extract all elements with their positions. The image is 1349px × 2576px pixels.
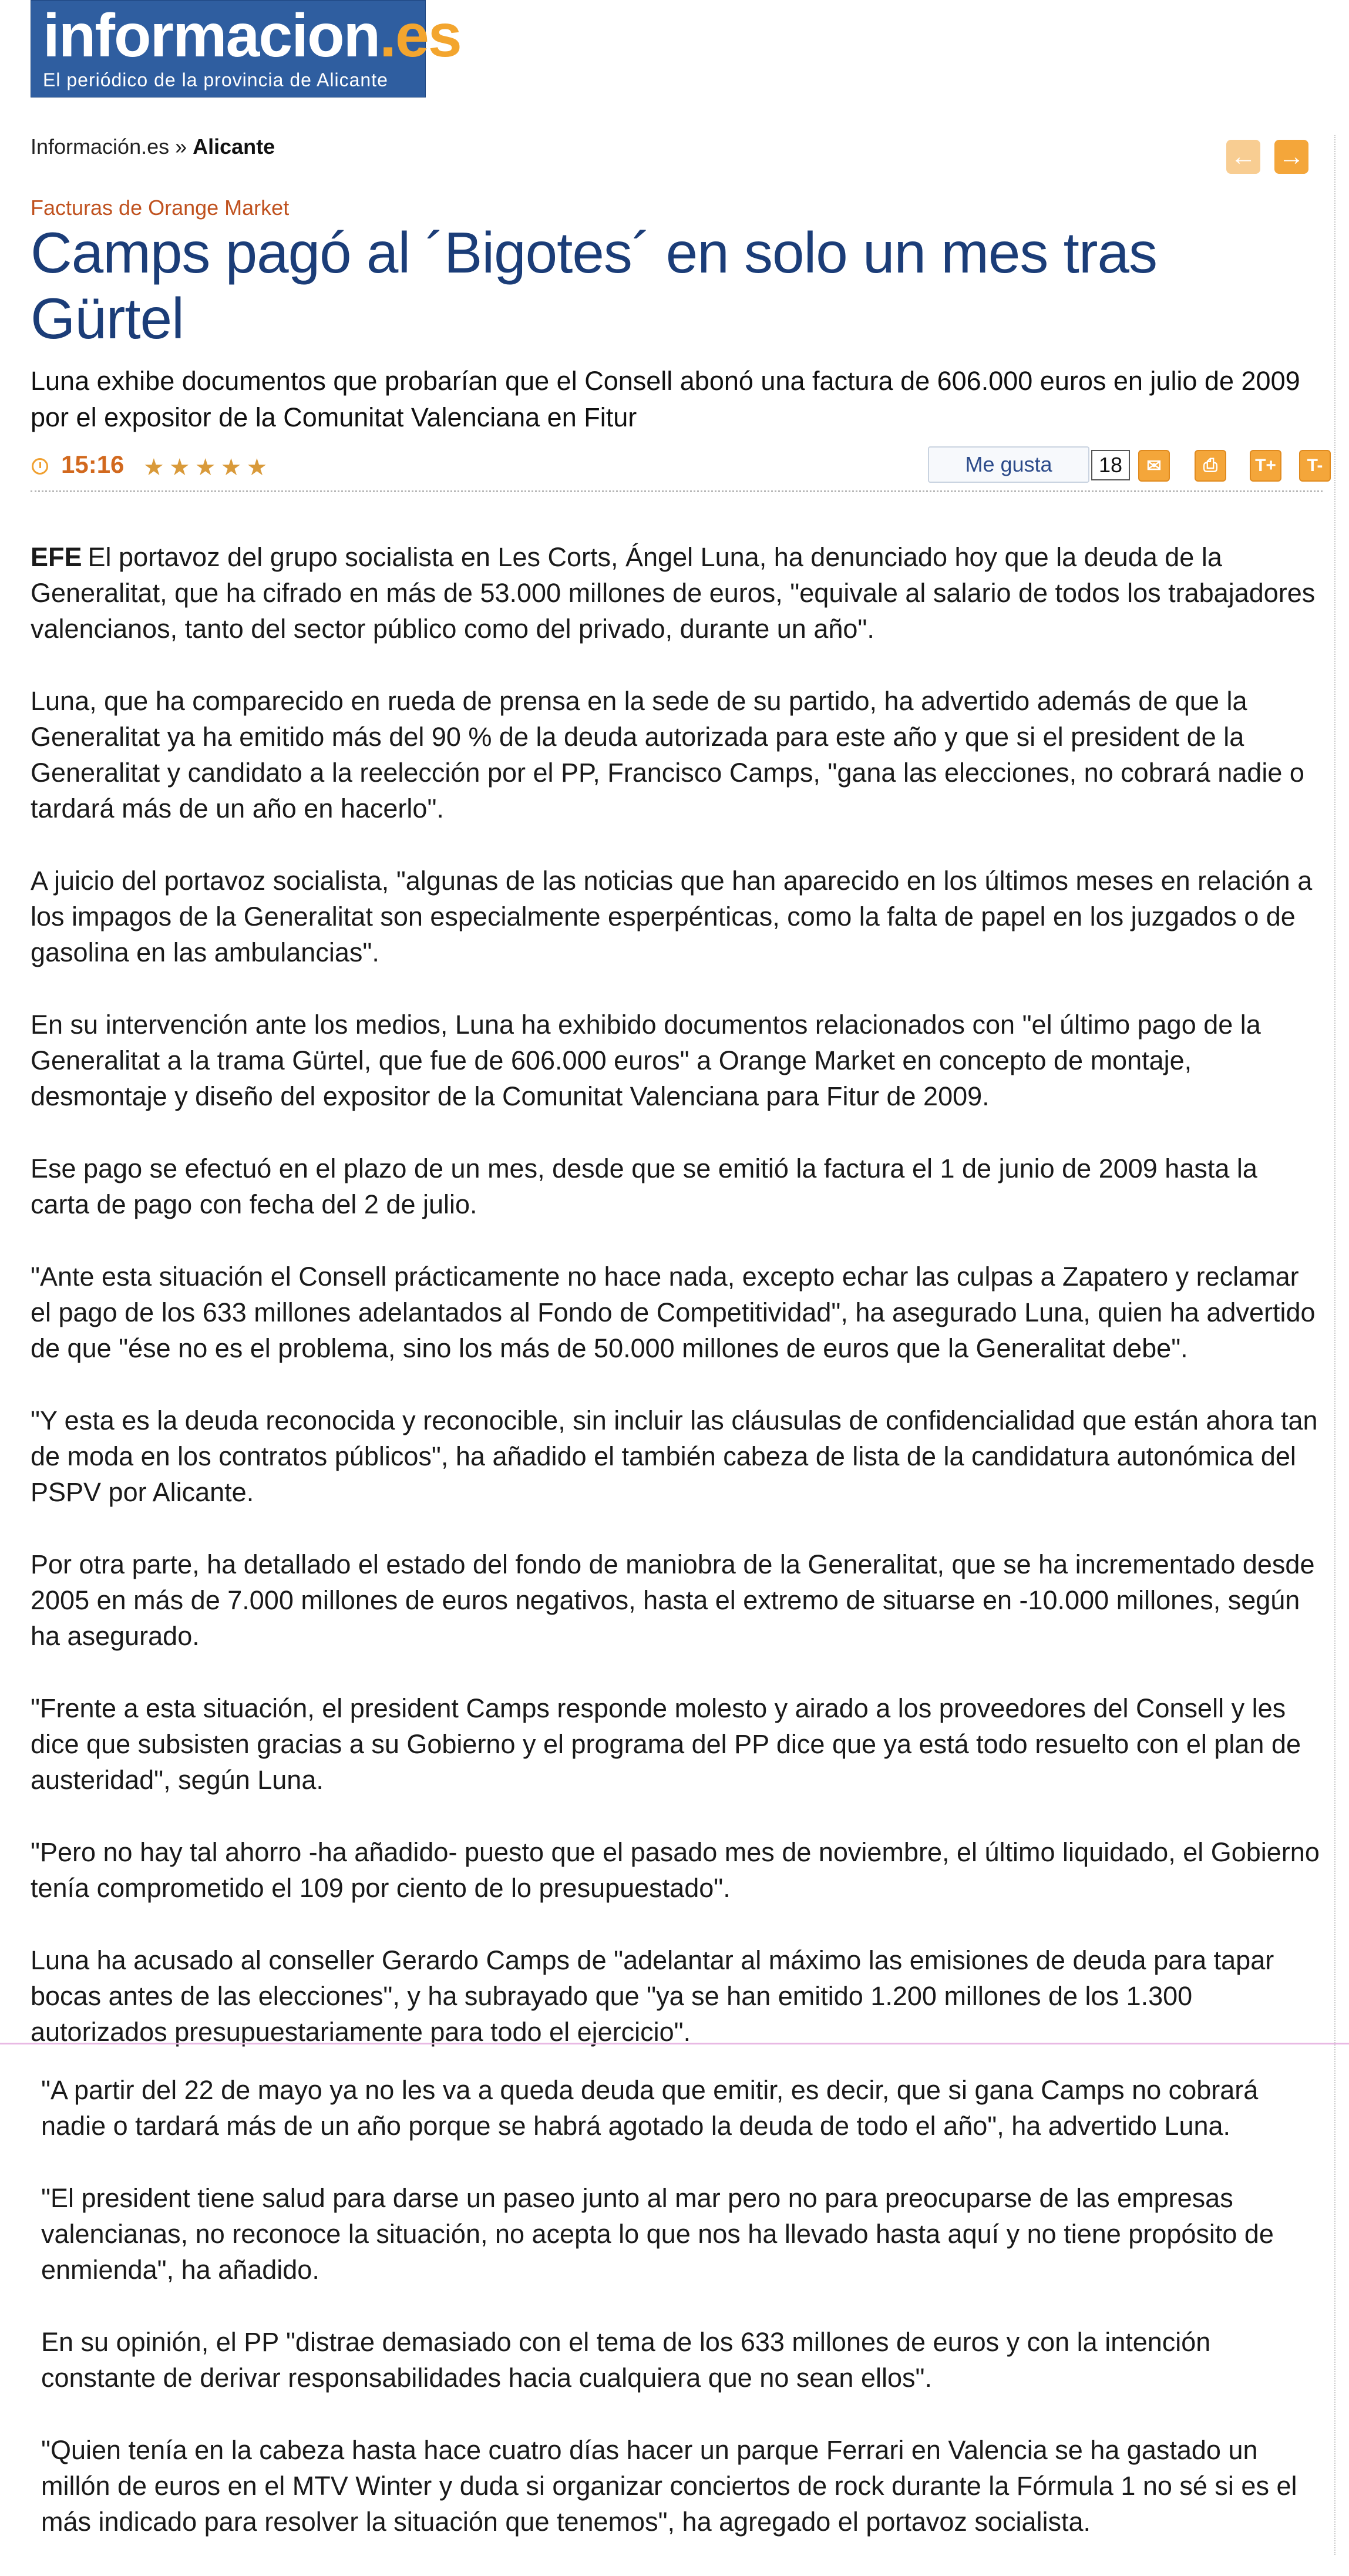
article-headline: Camps pagó al ´Bigotes´ en solo un mes tras Gürtel xyxy=(31,220,1157,351)
article-body-continued xyxy=(41,2072,1321,2576)
article-meta-row xyxy=(31,446,1323,487)
email-icon[interactable]: ✉ xyxy=(1138,450,1170,482)
publish-time: 15:16 xyxy=(61,450,125,478)
article-paragraph: "Quien tenía en la cabeza hasta hace cuatro días hacer un parque Ferrari en Valencia se ha gastado un millón de euros en el MTV Winter y duda si organizar conciertos de rock durante la Fórmula 1 no sé si es el más indicado para resolver la situación que tenemos", ha agregado el portavoz socialista. xyxy=(41,2435,1297,2537)
like-count: 18 xyxy=(1091,450,1130,480)
masthead-logo[interactable] xyxy=(31,0,461,97)
breadcrumb-separator: » xyxy=(175,134,187,159)
article-paragraph: "Frente a esta situación, el president Camps responde molesto y airado a los proveedores del Consell y les dice que subsisten gracias a su Gobierno y el programa del PP dice que ya está todo resuelto con el plan de austeridad", según Luna. xyxy=(31,1693,1301,1795)
like-button[interactable]: Me gusta xyxy=(928,446,1089,483)
breadcrumb xyxy=(31,134,275,160)
star-icon[interactable]: ★ xyxy=(169,455,190,480)
arrow-right-icon[interactable]: → xyxy=(1274,140,1308,174)
article-paragraph: "Y esta es la deuda reconocida y reconocible, sin incluir las cláusulas de confidencialidad que están ahora tan de moda en los contratos públicos", ha añadido el también cabeza de lista de la candidatura autonómica del PSPV por Alicante. xyxy=(31,1405,1318,1507)
page-edge-divider xyxy=(1334,135,1335,2555)
article-paragraph: Por otra parte, ha detallado el estado del fondo de maniobra de la Generalitat, que se ha incrementado desde 2005 en más de 7.000 millones de euros negativos, hasta el extremo de situarse en -10.000 millones, según ha asegurado. xyxy=(31,1549,1315,1651)
print-icon[interactable]: ⎙ xyxy=(1195,450,1226,482)
article-paragraph: "Pero no hay tal ahorro -ha añadido- puesto que el pasado mes de noviembre, el último liquidado, el Gobierno tenía comprometido el 109 por ciento de lo presupuestado". xyxy=(31,1837,1320,1903)
arrow-left-icon[interactable]: ← xyxy=(1226,140,1260,174)
article-paragraph: "A partir del 22 de mayo ya no les va a queda deuda que emitir, es decir, que si gana Camps no cobrará nadie o tardará más de un año porque se habrá agotado la deuda de todo el año", ha advertido Luna. xyxy=(41,2075,1259,2141)
article-paragraph: "Ante esta situación el Consell prácticamente no hace nada, excepto echar las culpas a Zapatero y reclamar el pago de los 633 millones adelantados al Fondo de Competitividad", ha asegurado Luna, quien ha advertido de que "ése no es el problema, sino los más de 50.000 millones de euros que la Generalitat debe". xyxy=(31,1262,1316,1363)
article-paragraph: Luna ha acusado al conseller Gerardo Camps de "adelantar al máximo las emisiones de deuda para tapar bocas antes de las elecciones", y ha subrayado que "ya se han emitido 1.200 millones de los 1.300 autorizados presupuestariamente para todo el ejercicio". xyxy=(31,1945,1274,2047)
article-paragraph: En su intervención ante los medios, Luna ha exhibido documentos relacionados con "el último pago de la Generalitat a la trama Gürtel, que fue de 606.000 euros" a Orange Market en concepto de montaje, desmontaje y diseño del expositor de la Comunitat Valenciana para Fitur de 2009. xyxy=(31,1010,1261,1111)
article-paragraph: En su opinión, el PP "distrae demasiado con el tema de los 633 millones de euros y con la intención constante de derivar responsabilidades hacia cualquiera que no sean ellos". xyxy=(41,2327,1211,2393)
star-icon[interactable]: ★ xyxy=(194,455,216,480)
article-kicker: Facturas de Orange Market xyxy=(31,196,290,220)
article-paragraph: A juicio del portavoz socialista, "algunas de las noticias que han aparecido en los últimos meses en relación a los impagos de la Generalitat son especialmente esperpénticas, como la falta de papel en los juzgados o de gasolina en las ambulancias". xyxy=(31,866,1313,967)
article-paragraph: "El president tiene salud para darse un paseo junto al mar pero no para preocuparse de las empresas valencianas, no reconoce la situación, no acepta lo que nos ha llevado hasta aquí y no tiene propósito de enmienda", ha añadido. xyxy=(41,2183,1274,2285)
clock-icon xyxy=(32,458,48,475)
rating-stars[interactable] xyxy=(143,455,267,480)
font-decrease-icon[interactable]: T- xyxy=(1299,450,1331,482)
logo-tagline: El periódico de la provincia de Alicante xyxy=(43,69,388,90)
logo-wordmark: informacion.es xyxy=(43,2,461,70)
breadcrumb-section-link[interactable]: Alicante xyxy=(193,134,275,159)
page-break-line xyxy=(0,2043,1349,2044)
article-paragraph: EFE El portavoz del grupo socialista en Les Corts, Ángel Luna, ha denunciado hoy que la deuda de la Generalitat, que ha cifrado en más de 53.000 millones de euros, "equivale al salario de todos los trabajadores valencianos, tanto del sector público como del privado, durante un año". xyxy=(31,542,1316,644)
article-source: EFE xyxy=(31,542,82,572)
star-icon[interactable]: ★ xyxy=(246,455,268,480)
article-paragraph: Luna, que ha comparecido en rueda de prensa en la sede de su partido, ha advertido además de que la Generalitat ya ha emitido más del 90 % de la deuda autorizada para este año y que si el president de la Generalitat y candidato a la reelección por el PP, Francisco Camps, "gana las elecciones, no cobrará nadie o tardará más de un año en hacerlo". xyxy=(31,686,1304,823)
article-paragraph: Ese pago se efectuó en el plazo de un mes, desde que se emitió la factura el 1 de junio de 2009 hasta la carta de pago con fecha del 2 de julio. xyxy=(31,1154,1257,1219)
font-increase-icon[interactable]: T+ xyxy=(1250,450,1281,482)
star-icon[interactable]: ★ xyxy=(220,455,242,480)
article-body xyxy=(31,539,1323,2086)
star-icon[interactable]: ★ xyxy=(143,455,164,480)
article-subtitle: Luna exhibe documentos que probarían que el Consell abonó una factura de 606.000 euros en julio de 2009 por el expositor de la Comunitat Valenciana en Fitur xyxy=(31,366,1300,432)
breadcrumb-home-link[interactable]: Información.es xyxy=(31,134,170,159)
meta-divider xyxy=(31,490,1323,492)
